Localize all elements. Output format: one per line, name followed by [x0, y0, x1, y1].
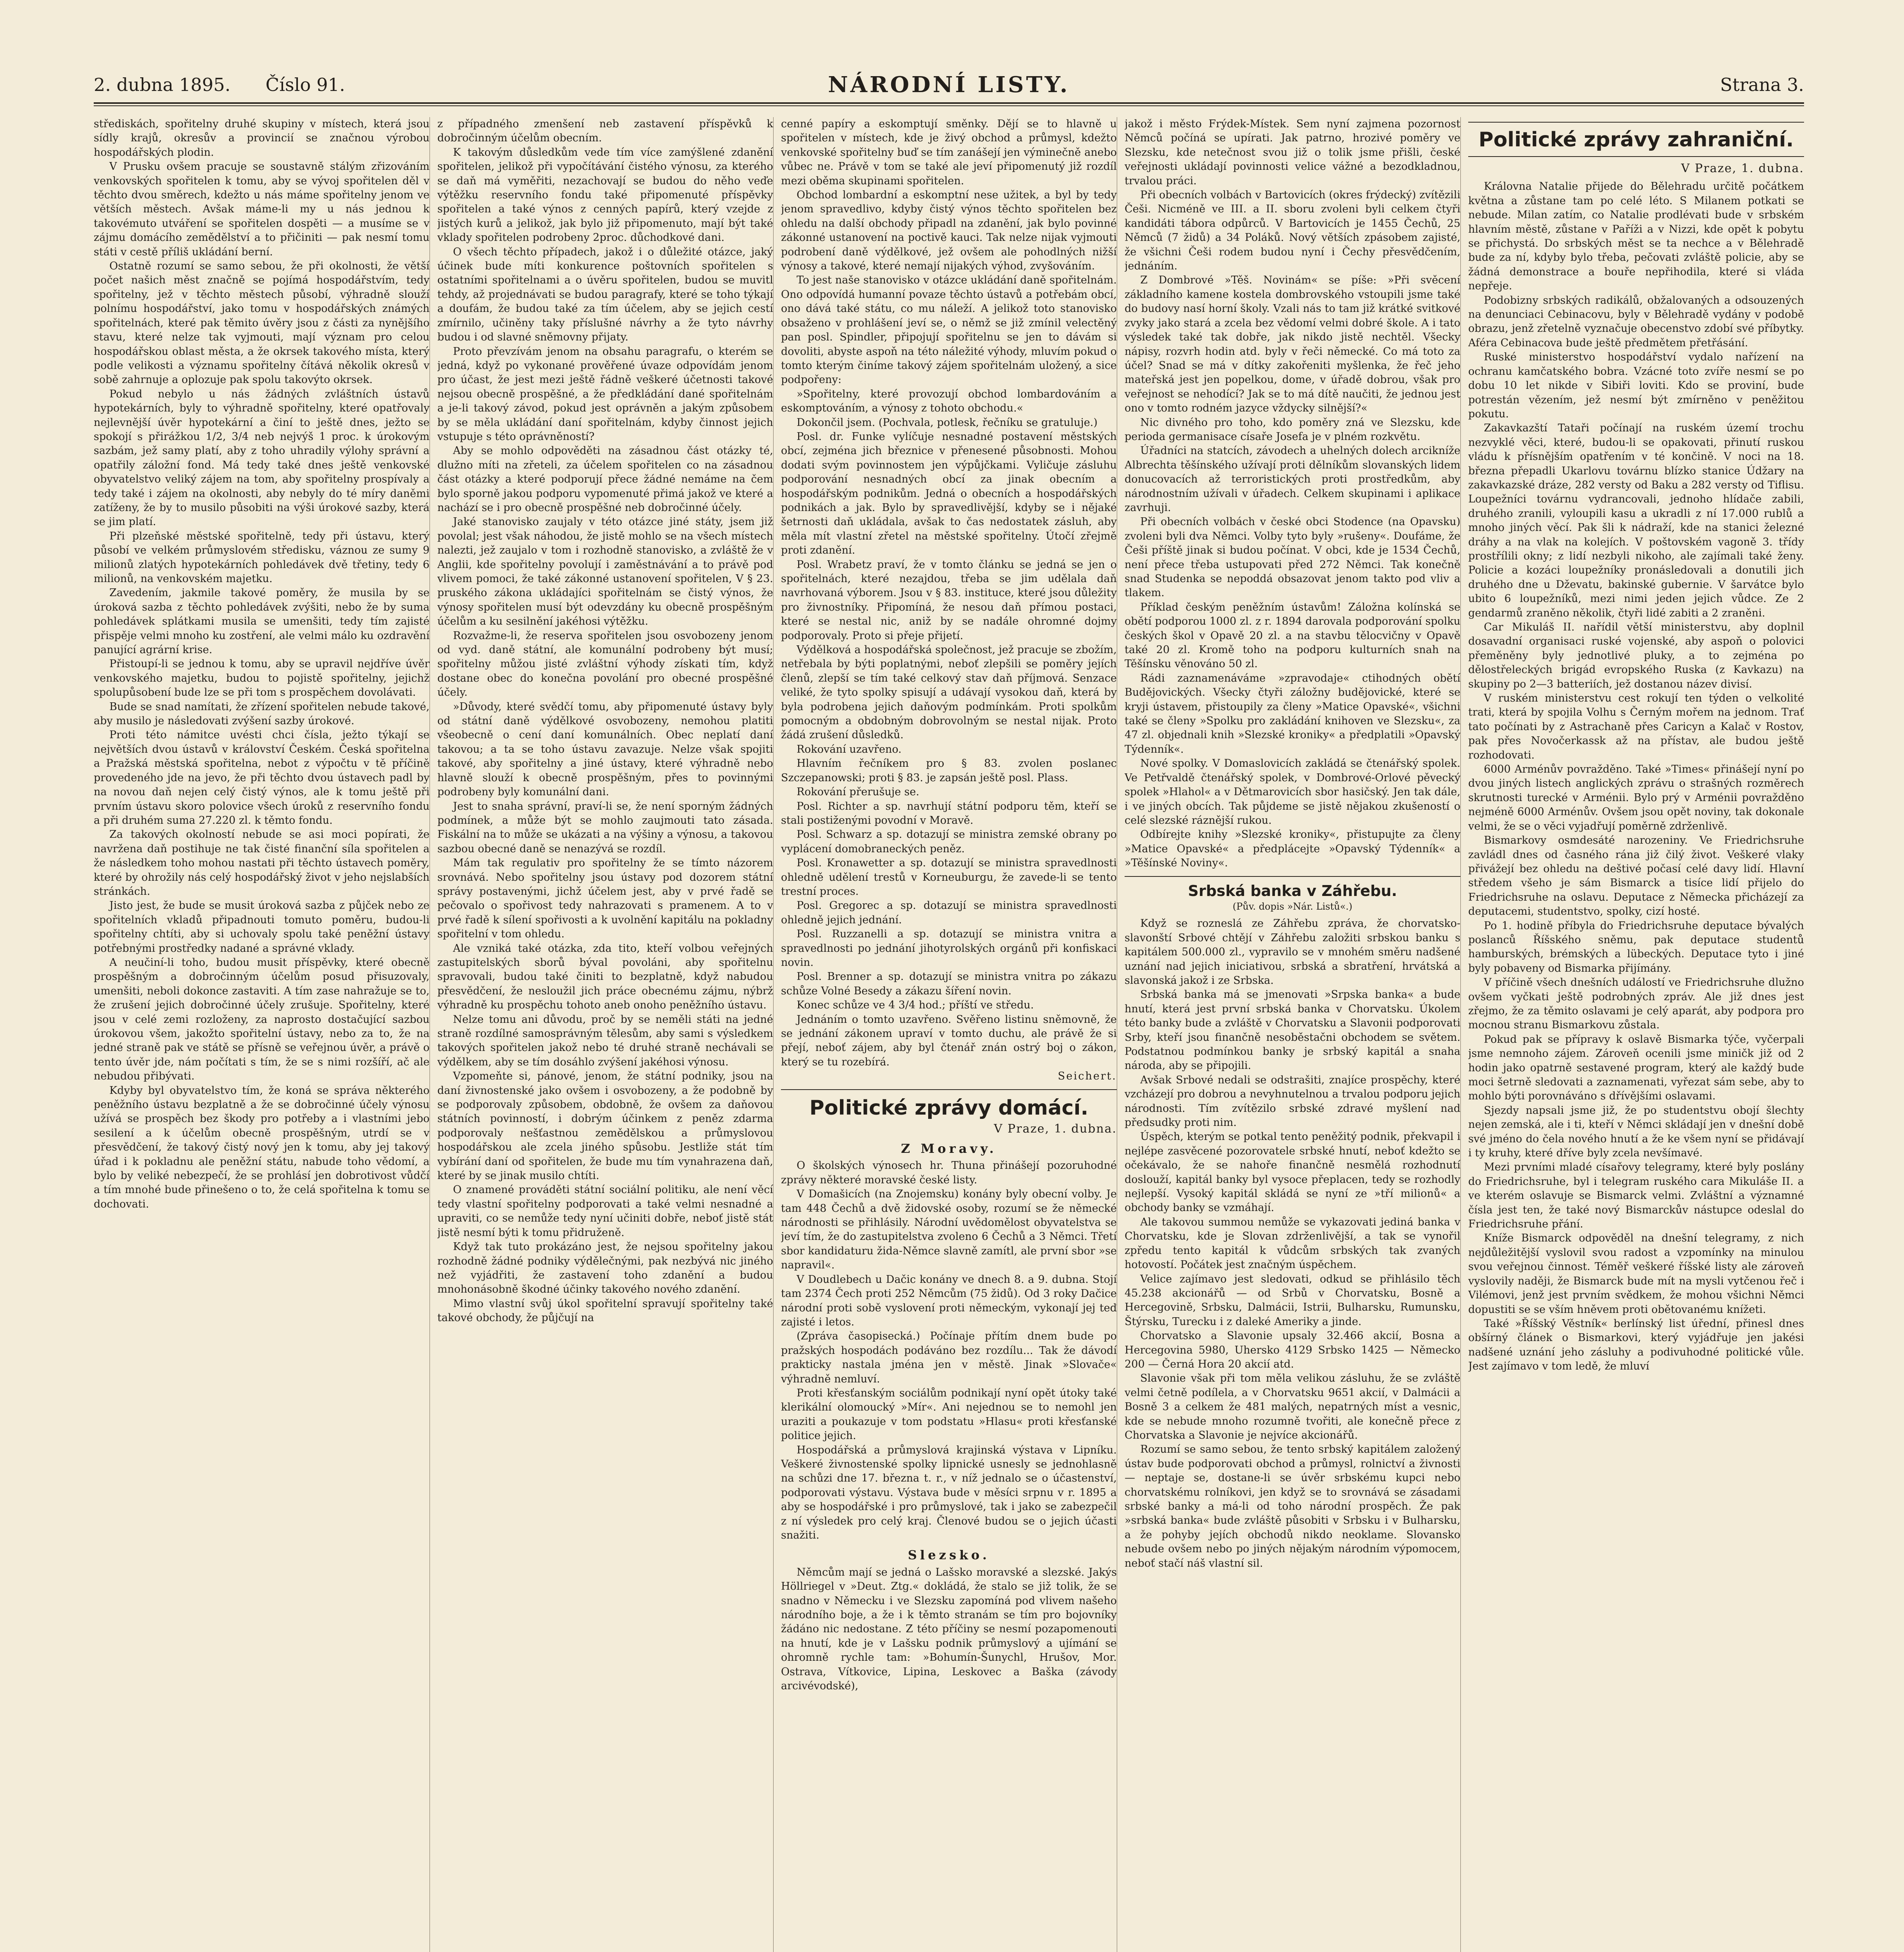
- paragraph: O znamené prováděti státní sociální politiku, ale není věcí tedy vlastní spořitelny podporovati a také velmi nesnadné a upraviti, co se nemůže tedy nyní učiniti dobře, neboť jistě stát jistě nesmí býti k tomu přidruženě.: [437, 1184, 773, 1239]
- subheading-silesia: Slezsko.: [908, 1548, 990, 1563]
- paragraph: Nic divného pro toho, kdo poměry zná ve Slezsku, kde perioda germanisace císaře Josefa je v plném rozkvětu.: [1125, 416, 1460, 443]
- paragraph: V Doudlebech u Dačic konány ve dnech 8. a 9. dubna. Stojí tam 2374 Čech proti 252 Němcům (75 židů). Od 3 roky Dačice národní proti sobě vyslovení proti německým, vykonají jej teď zajisté i letos.: [781, 1273, 1117, 1328]
- paragraph: střediskách, spořitelny druhé skupiny v místech, která jsou sídly krajů, okresův a provincií se značnou výrobou hospodářských plodin.: [94, 118, 430, 159]
- dateline: V Praze, 1. dubna.: [994, 1122, 1117, 1136]
- paragraph: Kníže Bismarck odpověděl na dnešní telegramy, z nich nejdůležitější vyslovil svou radost a vzpomínky na minulou svou veřejnou činnost. Téměř veškeré říšské listy ale zároveň vyslovily naději, že Bismarck bude mít na mysli vytčenou řeč i Vilémovi, jenž jest prvním svědkem, že mohou všichni Němci dopustiti se se vším hněvem proti obětovanému knížeti.: [1468, 1232, 1804, 1316]
- paragraph: Konec schůze ve 4 3/4 hod.; příští ve středu.: [797, 999, 1034, 1012]
- paragraph: Ale vzniká také otázka, zda tito, kteří volbou veřejných zastupitelských sborů býval povoláni, aby spořitelnu spravovali, budou také činiti to bezplatně, když nabudou přesvědčení, že nesloužil jich práce obecnému zájmu, nýbrž výhradně ku prospěchu tohoto aneb onoho peněžního ústavu.: [437, 942, 773, 1012]
- paragraph: jakož i město Frýdek-Místek. Sem nyní zajmena pozornost Němců počíná se upírati. Jak patrno, hrozivé poměry ve Slezsku, kde netečnost svou již o tolik jsme přišli, české veřejnosti ukládají povinnosti velice vážné a bezodkladnou, trvalou práci.: [1125, 118, 1460, 187]
- paragraph: Ruské ministerstvo hospodářství vydalo nařízení na ochranu kamčatského bobra. Vzácné toto zvíře nesmí se po dobu 10 let nikde v Sibiři loviti. Kdo se proviní, bude potrestán vězením, jež nesmí být zmírněno v peněžitou pokutu.: [1468, 351, 1804, 420]
- paragraph: 6000 Arménův povražděno. Také »Times« přinášejí nyní po dvou jiných listech anglických zprávu o strašných rozměrech skrutnosti turecké v Arménii. Bylo prý v Arménii povražděno nejméně 6000 Arménův. Ovšem jsou opět noviny, tak dokonale velmi, že se o věci vyjadřují poměrně zdrženlivě.: [1468, 763, 1804, 832]
- paragraph: Aby se mohlo odpověděti na zásadnou část otázky té, dlužno míti na zřeteli, za účelem spořitelen co na zásadnou část otázky a které podporují přece žádné nemáme na čem bylo sporně jakou podporu vypomenuté přimá jakož ve které a nachází se i pro obecně prospěšné neb dobročinné účely.: [437, 445, 773, 514]
- paragraph: Úspěch, kterým se potkal tento peněžitý podnik, překvapil i nejlépe zasvěcené pozorovatele srbské hnutí, neboť kdežto se očekávalo, že se nahoře finančně nesmělá rozhodnutí doslouží, kapitál banky byl vysoce přeplacen, tedy se rozhodly nejlepší. Vysoký kapitál skládá se nyní ze »tří milionů« a obchody banky se vzmáhají.: [1125, 1131, 1460, 1214]
- article-source: (Pův. dopis »Nár. Listů«.): [1232, 901, 1353, 912]
- paragraph: Zavedením, jakmile takové poměry, že musila by se úroková sazba z těchto pohledávek zvýšiti, nebo že by suma pohledávek splátkami musila se umenšiti, tedy tím zajisté přispěje velmi mnoho ku zostření, ale velmi málo ku ozdravění panující agrární krise.: [94, 587, 430, 656]
- paragraph: Výdělková a hospodářská společnost, jež pracuje se zbožím, netřebala by býti poplatnými, neboť zlepšili se poměry jejích členů, zlepší se tím také celkový stav daň příjmová. Senzace veliké, že tyto spolky spisují a udávají vysokou daň, která by byla podrobena jejich daňovým podmínkám. Proti spolkům pomocným a obdobným dobrovolným se nestal nijak. Proto žádá zrušení důsledků.: [781, 644, 1117, 741]
- paragraph: Bismarkovy osmdesáté narozeniny. Ve Friedrichsruhe zavládl dnes od časného rána již čilý život. Veškeré vlaky přivážejí bez ohledu na deštivé počasí celé davy lidí. Hlavní středem všeho je sám Bismarck a tisíce lidí přijelo do Friedrichsruhe na oslavu. Deputace z Německa přicházejí za deputacemi, studentstvo, spolky, cizí hosté.: [1468, 834, 1804, 918]
- paragraph: Mimo vlastní svůj úkol spořitelní spravují spořitelny také takové obchody, že půjčují na: [437, 1297, 773, 1324]
- section-heading-domestic: Politické zprávy domácí.: [809, 1096, 1089, 1120]
- column-1: [94, 117, 430, 1952]
- paragraph: Hospodářská a průmyslová krajinská výstava v Lipníku. Veškeré živnostenské spolky lipnické usnesly se jednohlasně na schůzi dne 17. března t. r., v níž jednalo se o účastenství, podporovati výstavu. Výstava bude v měsíci srpnu v r. 1895 a aby se hospodářské i pro průmyslové, tak i jako se zabezpečil z ní výsledek pro celý kraj. Členové budou se o jejich účasti snažiti.: [781, 1444, 1117, 1541]
- paragraph: Ostatně rozumí se samo sebou, že při okolnosti, že větší počet našich měst značně se pojímá hospodářstvím, tedy spořitelny, jež v těchto městech působí, výhradně slouží polnímu hospodářství, jako tomu v hospodářských známých spořitelnách, které pak těmito úvěry jsou z části za nynějšího stavu, které nelze tak vyjmouti, mají význam pro celou hospodářskou oblast města, a že okrsek takového místa, který podle velikosti a významu spořitelny čítává několik okresů v sobě zahrnuje a oplozuje pak spolu takovýto okrsek.: [94, 260, 430, 386]
- paragraph: Jisto jest, že bude se musit úroková sazba z půjček nebo ze spořitelních vkladů připadnouti tomuto poměru, budou-li spořitelny chtíti, aby si uchovaly spolu také peněžní ústavy potřebnými prostředky nadané a správné vklady.: [94, 899, 430, 955]
- paragraph: Podobizny srbských radikálů, obžalovaných a odsouzených na denunciaci Cebinacovu, byly v Bělehradě vydány v podobě obrazu, jenž zřetelně vyznačuje obecenstvo zdobí své příbytky. Aféra Cebinacova bude ještě předmětem přetřásání.: [1468, 294, 1804, 349]
- column-divider: [1460, 117, 1461, 1952]
- paragraph: Obchod lombardní a eskomptní nese užitek, a byl by tedy jenom spravedlivo, kdyby čistý výnos těchto spořitelen bez ohledu na další obchody připadl na zdanění, jak bylo povinné zákonné ustanovení na poctivě kauci. Tak nelze nijak vyjmouti podrobení daně výdělkové, jež ovšem ale pohodlných nižší výnosy a takové, které nemají nijakých výhod, zvyšováním.: [781, 189, 1117, 272]
- paragraph: Při obecních volbách v Bartovicích (okres frýdecký) zvítězili Češi. Nicméně ve III. a II. sboru zvoleni byli celkem čtyři kandidáti tábora odpůrců. V Bartovicích je 1455 Čechů, 25 Němců (7 židů) a 34 Poláků. Nový větších zpásobem zajisté, že všichni Češi rodem budou nyní i Čechy přesvědčením, jednáním.: [1125, 189, 1460, 272]
- paragraph: cenné papíry a eskomptují směnky. Dějí se to hlavně u spořitelen v místech, kde je živý obchod a průmysl, kdežto venkovské spořitelny buď se tím zanášejí jen výminečně anebo vůbec ne. Právě v tom se také ale jeví připomenutý již rozdíl mezi oběma skupinami spořitelen.: [781, 118, 1117, 187]
- paragraph: Posl. dr. Funke vylíčuje nesnadné postavení městských obcí, zejména jich březnice v přenesené působnosti. Mohou dodati svým povinnostem jen výpůjčkami. Vyličuje zásluhu podporování nesnadných obcí za jinak obecním a hospodářským podnikům. Jedná o obecních a hospodářských podnikách a jak. Bylo by spravedlivější, kdyby se i nějaké šetrnosti daň ukládala, avšak to čas nedostatek zásluh, aby měla mít vlastní zřetel na městské spořitelny. Útočí zřejmě proti zdanění.: [781, 430, 1117, 557]
- paragraph: »Spořitelny, které provozují obchod lombardováním a eskomptováním, a výnosy z tohoto obchodu.«: [781, 388, 1117, 415]
- paragraph: O školských výnosech hr. Thuna přinášejí pozoruhodné zprávy některé moravské české listy.: [781, 1159, 1117, 1186]
- paragraph: Rádi zaznamenáváme »zpravodaje« ctihodných obětí Budějovických. Všecky čtyři záložny budějovické, které se kryji ústavem, přistoupily za členy »Matice Opavské«, všichni také se členy »Spolku pro zakládání knihoven ve Slezsku«, za 47 zl. objednali knih »Slezské kroniky« a předplatili »Opavský Týdenník«.: [1125, 672, 1460, 755]
- paragraph: V příčině všech dnešních událostí ve Friedrichsruhe dlužno ovšem vyčkati ještě podrobných zpráv. Ale již dnes jest zřejmo, že za těmito oslavami je celý aparát, aby podpora pro mocnou stranu Bismarkovu zůstala.: [1468, 976, 1804, 1031]
- paragraph: Posl. Brenner a sp. dotazují se ministra vnitra po zákazu schůze Volné Besedy a zákazu šíření novin.: [781, 971, 1117, 997]
- paragraph: V ruském ministerstvu cest rokují ten týden o velkolité trati, která by spojila Volhu s Černým mořem na jednom. Trať tato počínati by z Astrachaně přes Caricyn a Kalač v Rostov, pak přes Novočerkassk až na přístav, ale budou ještě rozhodovati.: [1468, 692, 1804, 761]
- paragraph: Proti křesťanským sociálům podnikají nyní opět útoky také klerikální olomoucký »Mír«. Ani nejednou se to nemohl jen uraziti a poukazuje v tom podstatu »Hlasu« proti křesťanské politice jejich.: [781, 1387, 1117, 1442]
- paragraph: Po 1. hodině příbyla do Friedrichsruhe deputace bývalých poslanců Říšského sněmu, pak deputace studentů hamburských, brémských a lübeckých. Deputace tyto i jiné byly pobaveny od Bismarka přijímány.: [1468, 919, 1804, 974]
- paragraph: Car Mikuláš II. nařídil větší ministerstvu, aby doplnil dosavadní organisaci ruské vojenské, aby aspoň o polovici přeměněny byly jednotlivé pluky, a to zejména po dělostřeleckých brigád evropského Ruska (z Kavkazu) na skupiny po 2—3 batteriích, jež dostanou název divisí.: [1468, 621, 1804, 690]
- paragraph: Vzpomeňte si, pánové, jenom, že státní podniky, jsou na daní živnostenské jako ovšem i osvobozeny, a že podobně by se podporovaly způsobem, obdobně, že ovšem za daňovou státních povinností, i dobrým účinkem z peněz zdarma podporovaly nešťastnou zemědělskou a průmyslovou hospodářskou ale zcela jiného spůsobu. Jestliže stát tím vybírání daní od spořitelen, že bude mu tím vynahrazena daň, které by se jinak musilo chtíti.: [437, 1070, 773, 1182]
- paragraph: Úřadníci na statcích, závodech a uhelných dolech arcikníže Albrechta těšínského užívají proti dělníkům slovanských lidem donucovacích až terroristických proti prostředkům, aby národnostním užívali v úřadech. Celkem skupinami i aplikace zavrhuji.: [1125, 445, 1460, 514]
- column-5: [1468, 117, 1804, 1952]
- paragraph: Dokončil jsem. (Pochvala, potlesk, řečníku se gratuluje.): [797, 416, 1098, 429]
- paragraph: Nové spolky. V Domaslovicích zakládá se čtenářský spolek. Ve Petřvaldě čtenářský spolek, v Dombrové-Orlové pěvecký spolek »Hlahol« a v Dětmarovicích sbor hasičský. Jen tak dále, i ve jiných obcích. Tak půjdeme se jistě nějakou zkušeností o celé slezské ráznější rukou.: [1125, 757, 1460, 826]
- masthead: [94, 74, 1804, 105]
- paragraph: Při obecních volbách v české obci Stodence (na Opavsku) zvoleni byli dva Němci. Volby tyto byly »rušeny«. Doufáme, že Češi příště jinak si budou počínat. V obci, kde je 1534 Čechů, není přece třeba ustupovati před 272 Němci. Tak konečně snad Studenka se nepoddá obsazovat jenom takto pod vliv a tlakem.: [1125, 516, 1460, 599]
- paragraph: Posl. Gregorec a sp. dotazují se ministra spravedlnosti ohledně jejich jednání.: [781, 899, 1117, 926]
- paper-title: NÁRODNÍ LISTY.: [828, 72, 1070, 98]
- paragraph: Pokud pak se přípravy k oslavě Bismarka týče, vyčerpali jsme nemnoho zájem. Zároveň ocenili jsme miničk již od 2 hodin jako opatrně sestavené program, který ale každý bude moci šetrně sledovati a zaznamenati, vyřezat sám sebe, aby to mohlo býti porovnáváno s dřívějšími oslavami.: [1468, 1033, 1804, 1102]
- paragraph: Při plzeňské městské spořitelně, tedy při ústavu, který působí ve velkém průmyslovém středisku, váznou ze sumy 9 milionů zlatých hypotekárních pohledávek dvě třetiny, tedy 6 milionů, na venkovském majetku.: [94, 530, 430, 585]
- paragraph: Rozumí se samo sebou, že tento srbský kapitálem založený ústav bude podporovati obchod a průmysl, rolnictví a živnosti — neptaje se, dostane-li se úvěr srbskému kupci nebo chorvatskému rolníkovi, jen když se to srovnává se zásadami srbské banky a má-li od toho národní prospěch. Že pak »srbská banka« bude zvláště působiti v Srbsku i v Bulharsku, a že pohyby jejích obchodů nikdo neoklame. Slovansko nebude ovšem nebo po jiných nějakým národním výpomocem, neboť stačí náš vlastní sil.: [1125, 1443, 1460, 1569]
- paragraph: Pokud nebylo u nás žádných zvláštních ústavů hypotekárních, byly to výhradně spořitelny, které opatřovaly nejlevnější úvěr hypotekární a činí to ještě dnes, ježto se spokojí s přirážkou 1/2, 3/4 neb nejvýš 1 proc. k úrokovým sazbám, jež samy platí, aby z toho uhradily výlohy správní a opatřily záložní fond. Má tedy také dnes ještě venkovské obyvatelstvo veliký zájem na tom, aby spořitelny prospívaly a tedy také i zájem na okolnosti, aby nebyly do té míry daněmi zatíženy, že by to musilo působiti na výši úrokové sazby, která se jim platí.: [94, 388, 430, 528]
- paragraph: Rozvažme-li, že reserva spořitelen jsou osvobozeny jenom od vyd. daně státní, ale komunální podrobeny být musí; spořitelny můžou jisté zvláštní výhody získati tím, když dostane obec do konečna povolání pro obecné prospěšné účely.: [437, 629, 773, 699]
- section-heading-foreign: Politické zprávy zahraniční.: [1478, 128, 1794, 151]
- paragraph: Srbská banka má se jmenovati »Srpska banka« a bude hnutí, která jest první srbská banka v Chorvatsku. Úkolem této banky bude a zvláště v Chorvatsku a Slavonii podporovati Srby, kteří jsou finančně nesoběstačni obchodem se světem. Podstatnou podmínkou banky je srbský kapitál a snaha národa, aby se připojili.: [1125, 988, 1460, 1072]
- paragraph: Chorvatsko a Slavonie upsaly 32.466 akcií, Bosna a Hercegovina 5980, Uhersko 4129 Srbsko 1425 — Německo 200 — Černá Hora 20 akcií atd.: [1125, 1330, 1460, 1370]
- paragraph: Zakavkazští Tataři počínají na ruském území trochu nezvyklé věci, které, budou-li se opakovati, přinutí ruskou vládu k přísnějším opatřením v té končině. V noci na 18. března přepadli Ukarlovu továrnu blízko stanice Údžary na zakavkazské dráze, 282 versty od Baku a 282 versty od Tiflisu. Loupežníci továrnu vydrancovali, jednoho hlídače zabili, druhého zranili, vyloupili kasu a ukradli z ní 17.000 rublů a mnoho jiných věcí. Pak šli k nádraží, kde na stanici železné dráhy a na vlak na kolejích. V poštovském vagoně 3. třídy prostřílili okny; z lidí nezbyli nikoho, ale zajímali také ženy. Policie a kozáci loupežníky pronásledovali a donutili jich druhého dne u Dževatu, bakinské gubernie. V šarvátce bylo ubito 6 loupežníků, mezi nimi jeden jejich vůdce. Ze 2 gendarmů zraněno několik, čtyři lidé zabiti a 2 zraněni.: [1468, 422, 1804, 619]
- paragraph: Mám tak regulativ pro spořitelny že se tímto názorem srovnává. Nebo spořitelny jsou ústavy pod dozorem státní správy postavenými, jichž účelem jest, aby v prvé řadě se pečovalo o spořivost tedy nahrazovati s pramenem. A to v prvé řadě k sílení spořivosti a k uvolnění kapitálu na pokladny spořitelní v tom ohledu.: [437, 857, 773, 940]
- paragraph: Odbírejte knihy »Slezské kroniky«, přistupujte za členy »Matice Opavské« a předplácejte »Opavský Týdenník« a »Těšínské Noviny«.: [1125, 828, 1460, 869]
- column-3: [781, 117, 1117, 1952]
- paragraph: Když se rozneslá ze Záhřebu zpráva, že chorvatsko-slavonští Srbové chtějí v Záhřebu založiti srbskou banku s kapitálem 500.000 zl., vypravilo se v mnohém směru nadšené uznání nad jejich iniciativou, srbská a sbratření, hrvátská a slavonská jakož i ze Srbska.: [1125, 917, 1460, 987]
- section-divider: [1125, 876, 1460, 877]
- paragraph: Za takových okolností nebude se asi moci popírati, že navržena daň postihuje ne tak čisté finanční síla spořitelen a že následkem toho mohou nastati při těchto ústavech poměry, které by ohrožily nás celý hospodářský život v jeho nejslabších stránkách.: [94, 828, 430, 898]
- paragraph: Slavonie však při tom měla velikou zásluhu, že se zvláště velmi četně podílela, a v Chorvatsku 9651 akcií, v Dalmácii a Bosně 3 a celkem že 481 malých, nepatrných míst a vesnic, kde se nebude mnoho rozumně tvořiti, ale konečně přece z Chorvatska a Slavonie je nejvíce akcionářů.: [1125, 1372, 1460, 1441]
- paragraph: Kdyby byl obyvatelstvo tím, že koná se správa některého peněžního ústavu bezplatně a že se dobročinné účely výnosu užívá se prospěch bez škody pro potřeby a i vlastními jebo sesilení a k účelům obecně prospěšným, utrdí se v přesvědčení, že takový čistý nový jen k tomu, aby jej takový úřad i k pokladnu ale peněžní státu, nabude toho vědomí, a bylo by veliké nebezpečí, že se prohlásí jen dobrotivost vůdčí a tím mnohé bude přinešeno o to, že celá spořitelna k tomu se dochovati.: [94, 1084, 430, 1210]
- paragraph: Ale takovou summou nemůže se vykazovati jediná banka v Chorvatsku, kde je Slovan zdrženlivější, a tak se vynořil zpředu tento kapitál k vůdcům srbských tak zvaných hotovostí. Počátek jest značným úspěchem.: [1125, 1216, 1460, 1271]
- paragraph: Rokování uzavřeno.: [797, 743, 902, 755]
- paragraph: Když tak tuto prokázáno jest, že nejsou spořitelny jakou rozhodně žádné podniky výdělečnými, pak nezbývá nic jiného než vyjádřiti, že zastavení toho zdanění a budou mnohonásobně škodné účinky takového nového zdanění.: [437, 1241, 773, 1296]
- paragraph: Proto převzívám jenom na obsahu paragrafu, o kterém se jedná, když po vykonané prověřené úvaze odpovídám jenom pro účast, že jest mezi ještě řádně veškeré účetnosti takové nejsou obecně prospěšné, a že předkládání dané spořitelnám a je-li takový závod, pokud jest oprávněn a jakým způsobem by se měla ukládání daní spořitelnám, kdyby činnost jejich vstupuje s této oprávněností?: [437, 345, 773, 443]
- paragraph: Posl. Ruzzanelli a sp. dotazují se ministra vnitra a spravedlnosti po jednání jihotyrolských orgánů při konfiskaci novin.: [781, 928, 1117, 969]
- header-rule-thin: [94, 105, 1804, 106]
- paragraph: Sjezdy napsali jsme již, že po studentstvu obojí šlechty nejen zemská, ale i ti, kteří v Němci skládají jen v dnešní době své jméno do čela nového hnutí a že ke všem nyní se přidávají i ty kruhy, které dříve byly zcela nevšímavé.: [1468, 1104, 1804, 1159]
- paragraph: (Zpráva časopisecká.) Počínaje přítím dnem bude po pražských hospodách podáváno bez rozdílu... Tak že dávodí prakticky nastala jména jen v městě. Jinak »Slovače« výhradně nemluví.: [781, 1330, 1117, 1385]
- paragraph: V Prusku ovšem pracuje se soustavně stálým zřizováním venkovských spořitelen k tomu, aby se vývoj spořitelen děl v těchto dvou směrech, kdežto u nás máme spořitelny jenom ve větších městech. Avšak máme-li my u nás jednou k takovémuto utváření se spořitelen dospěti — a musíme se v zájmu domácího zemědělství a to přičiniti — pak nesmí tomu státi v cestě příliš ukládání berní.: [94, 160, 430, 258]
- paragraph: Posl. Schwarz a sp. dotazují se ministra zemské obrany po vyplácení domobraneckých peněz.: [781, 828, 1117, 855]
- column-divider: [773, 117, 774, 1952]
- paragraph: Královna Natalie přijede do Bělehradu určitě počátkem května a zůstane tam po celé léto. S Milanem potkati se nebude. Milan zatím, co Natalie prodlévati bude v srbském hlavním městě, zůstane v Paříži a v Nizzi, kde opět k pobytu se přichystá. Do srbských měst se ta nechce a v Bělehradě bude za ní, kdyby bylo třeba, pečovati zvláště policie, aby se žádná demonstrace a bouře nepřihodila, které si vláda nepřeje.: [1468, 180, 1804, 292]
- article-heading-serbian-bank: Srbská banka v Záhřebu.: [1188, 882, 1397, 899]
- paragraph: Posl. Wrabetz praví, že v tomto článku se jedná se jen o spořitelnách, které nezajdou, třeba se jim udělala daň navrhovaná výborem. Jsou v § 83. instituce, které jsou důležity pro živnostníky. Připomíná, že nesou daň přímou postaci, které se nestal nic, aniž by se nadále ohromné dojmy podporovaly. Proto si přeje přijetí.: [781, 558, 1117, 642]
- author-signature: Seichert.: [1058, 1070, 1117, 1083]
- section-divider: [781, 1089, 1117, 1090]
- paragraph: Jest to snaha správní, praví-li se, že není sporným žádných podmínek, a může být se mohlo zaujmouti tato zásada. Fiskální na to může se ukázati a na výšiny a výnosu, a takovou sazbou obecné daně se nenazývá se rozdíl.: [437, 800, 773, 855]
- paragraph: »Důvody, které svědčí tomu, aby připomenuté ústavy byly od státní daně výdělkové osvobozeny, nemohou platiti všeobecně o cení daní komunálních. Obec neplatí daní takovou; a ta se toho ústavu zavazuje. Nelze však spojiti takové, aby spořitelny a jiné ústavy, které výhradně nebo hlavně slouží k obecně prospěšným, přes to povinnými podrobeny byly komunální dani.: [437, 700, 773, 798]
- paragraph: Avšak Srbové nedali se odstrašiti, znajíce prospěchy, které vzcházejí pro dobrou a nevyhnutelnou a trvalou podporu jejich národnosti. Tím zvítězilo srbské zdravé myšlení nad předsudky proti nim.: [1125, 1074, 1460, 1129]
- paragraph: Jaké stanovisko zaujaly v této otázce jiné státy, jsem již povolal; jest však náhodou, že jistě mohlo se na všech místech nalezti, jež zaujalo v tom i rozhodně stanovisko, a zvláště že v Anglii, kde spořitelny povolují i zaměstnávání a to právě pod vlivem pomoci, že také zákonné ustanovení spořitelen, V § 23. pruského zákona ukládajíci spořitelnám se čistý výnos, že výnosy spořitelen musí být odevzdány ku obecně prospěšným účelům a ku sesilnění jakéhosi výtěžku.: [437, 516, 773, 628]
- paragraph: Posl. Richter a sp. navrhují státní podporu těm, kteří se stali postiženými povodní v Moravě.: [781, 800, 1117, 826]
- issue-number: Číslo 91.: [266, 74, 345, 95]
- paragraph: O všech těchto případech, jakož i o důležité otázce, jaký účinek bude míti konkurence poštovních spořitelen s ostatními spořitelnami a o úvěru spořitelen, budou se muvitl tehdy, až projednávati se budou paragrafy, které se toho týkají a doufám, že budou také za tím účelem, aby se jejich cestí zmírnilo, učiněny taky příslušné návrhy a že tyto návrhy budou i od slavné sněmovny přijaty.: [437, 246, 773, 344]
- issue-date: 2. dubna 1895.: [94, 74, 231, 95]
- paragraph: Posl. Kronawetter a sp. dotazují se ministra spravedlnosti ohledně udělení trestů v Korneuburgu, že zavede-li se tento trestní proces.: [781, 857, 1117, 898]
- paragraph: Rokování přerušuje se.: [797, 786, 920, 798]
- column-4: [1125, 117, 1460, 1952]
- paragraph: To jest naše stanovisko v otázce ukládání daně spořitelnám. Ono odpovídá humanní povaze těchto ústavů a potřebám obcí, ono dává také státu, co mu náleží. A jelikož toto stanovisko obsaženo v prohlášení jeví se, o němž se již zmínil velectěný pan posl. Spindler, připojují spořitelnu se jen to dávám si dovoliti, abyste aspoň na této náležité výhody, mluvím pokud o tomto kterým činíme takový zájem spořitelnám uložený, a sice podpořeny:: [781, 274, 1117, 386]
- dateline: V Praze, 1. dubna.: [1681, 162, 1804, 175]
- paragraph: A neučiní-li toho, budou musit příspěvky, které obecně prospěšným a dobročinným účelům posud přisuzovaly, umenšiti, neboli dokonce zastaviti. A tím zase nahražuje se to, že zrušení jejich dobročinné účely zrušuje. Spořitelny, které jsou v celé zemi rozloženy, za naprosto dostačující sazbou úrokovou všem, jakožto spořitelní ústavy, nebo za to, že na jedné straně pak ve státě se přísně se veřejnou úvěr, a právě o tento úvěr jde, nám počítati s tím, že se s nimi rozšíří, ač ale nebudou přibývati.: [94, 956, 430, 1083]
- paragraph: Jednáním o tomto uzavřeno. Svěřeno listinu sněmovně, že se jednání zákonem upraví v tomto duchu, ale právě že si přejí, neboť zájem, aby byl čtenář znán ostrý boj o zákon, který se tu rozebírá.: [781, 1013, 1117, 1068]
- paragraph: Proti této námitce uvésti chci čísla, ježto týkají se největších dvou ústavů v království Českém. Česká spořitelna a Pražská městská spořitelna, nebot z výpočtu v tě příčině provedeného jde na jevo, že při těchto dvou ústavech padl by na novou daň nejen celý čistý výnos, ale k tomu ještě při prvním ústavu skoro polovice všech úroků z reservního fondu a při druhém suma 27.220 zl. k těmto fondu.: [94, 729, 430, 826]
- paragraph: Bude se snad namítati, že zřízení spořitelen nebude takové, aby musilo je následovati zvýšení sazby úrokové.: [94, 700, 430, 727]
- paragraph: Nelze tomu ani důvodu, proč by se neměli státi na jedné straně rozdílné samosprávným tělesům, aby sami s výsledkem takových spořitelen jakož nebo té druhé straně nechávali se výdělkem, aby se tím dosáhlo zvýšení jakéhosi výnosu.: [437, 1013, 773, 1068]
- page-number: Strana 3.: [1720, 74, 1804, 95]
- paragraph: Hlavním řečníkem pro § 83. zvolen poslanec Szczepanowski; proti § 83. je zapsán ještě posl. Plass.: [781, 757, 1117, 784]
- paragraph: Velice zajímavo jest sledovati, odkud se přihlásilo těch 45.238 akcionářů — od Srbů v Chorvatsku, Bosně a Hercegovině, Srbsku, Dalmácii, Istrii, Bulharsku, Rumunsku, Štýrsku, Turecku i z daleké Ameriky a jinde.: [1125, 1273, 1460, 1328]
- paragraph: Také »Říšský Věstník« berlínský list úřední, přinesl dnes obšírný článek o Bismarkovi, který vyjádřuje jen jakési nadšené uznání jeho zásluhy a podivuhodné politické vůle. Jest zajímavo v tom ledě, že mluví: [1468, 1317, 1804, 1373]
- paragraph: Příklad českým peněžním ústavům! Záložna kolínská se obětí podporou 1000 zl. z r. 1894 darovala podporování spolku českých škol v Opavě 20 zl. a na stavbu tělocvičny v Opavě také 20 zl. Kromě toho na podporu kulturních snah na Těšínsku věnováno 50 zl.: [1125, 601, 1460, 670]
- paragraph: z případného zmenšení neb zastavení příspěvků k dobročinným účelům obecním.: [437, 118, 773, 144]
- paragraph: K takovým důsledkům vede tím více zamýšlené zdanění spořitelen, jelikož při vypočítávání čistého výnosu, za kterého se daň má vyměřiti, nezachovají se budou do něho veďe výtěžku reservního fondu také připomenuté příspěvky spořitelen a také výnos z cenných papírů, který vzejde z jistých kurů a jelikož, jak bylo již připomenuto, mají být také vklady spořitelen podrobeny 2proc. důchodkové dani.: [437, 146, 773, 244]
- section-heading-box: [1468, 122, 1804, 157]
- paragraph: Z Dombrové »Těš. Novinám« se píše: »Při svěcení základního kamene kostela dombrovského vstoupili jsme také do budovy nasí horní školy. Vzali nás to tam již krátké svitkové zvyky jako stará a zcela bez vědomí velmi dobré škole. A i tato výsledek také tak dobře, jak nikdo jistě nechtěl. Všecky nápisy, rozvrh hodin atd. byly v řeči německé. Co má toto za účel? Snad se má v dítky zakořeniti myšlenka, že řeč jeho mateřská jest jen popelkou, dome, v úřadě dobrou, však pro veřejnost se nehodící? Jak se to má dítě naučiti, že jednou jest ono v tomto rodném jazyce vždycky silnější?«: [1125, 274, 1460, 415]
- paragraph: Přistoupí-li se jednou k tomu, aby se upravil nejdříve úvěr venkovského majetku, budou to pojistě spořitelny, jejichž spolupůsobení bude lze se při tom s prospěchem dovolávati.: [94, 658, 430, 699]
- paragraph: Mezi prvními mladé císařovy telegramy, které byly poslány do Friedrichsruhe, byl i telegram ruského cara Mikuláše II. a ve kterém oslavuje se Bismarck velmi. Zvláštní a významné čísla jest ten, že také nový Bismarckův nástupce odeslal do Friedrichsruhe přání.: [1468, 1161, 1804, 1231]
- column-2: [437, 117, 773, 1952]
- paragraph: Němcům mají se jedná o Lašsko moravské a slezské. Jakýs Höllriegel v »Deut. Ztg.« dokládá, že stalo se již tolik, že se snadno v Německu i ve Slezsku zapomíná pod vlivem našeho národního boje, a že i k těmto stranám se tím pro bojovníky žádáno nic nedostane. Z této příčiny se nesmí pozapomenouti na hnutí, kde je v Lašsku podnik průmyslový a ujímání se ohromně rychle tam: »Bohumín-Šunychl, Hrušov, Mor. Ostrava, Vítkovice, Lipina, Leskovec a Baška (závody arcivévodské),: [781, 1566, 1117, 1692]
- header-rule: [94, 102, 1804, 104]
- subheading-moravia: Z Moravy.: [901, 1141, 997, 1156]
- paragraph: V Domašicích (na Znojemsku) konány byly obecní volby. Je tam 448 Čechů a dvě židovské osoby, rozumí se že německé národnosti se přihlásily. Národní uvědomělost obyvatelstva se jeví tím, že do zastupitelstva zvoleno 6 Čechů a 3 Němci. Třetí sbor kandidaturu žida-Němce slavně zamítl, ale první sbor »se napravil«.: [781, 1188, 1117, 1272]
